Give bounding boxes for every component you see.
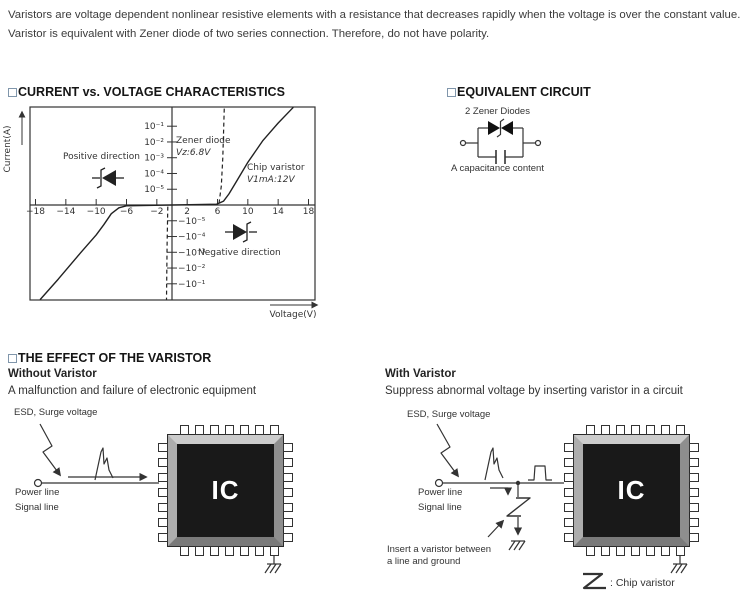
ic-pin [283,518,293,527]
ic-pin [255,546,264,556]
ic-pin [283,473,293,482]
y-tick-label: 10⁻⁴ [144,169,164,180]
chip-varistor-label: Chip varistor [247,163,305,173]
ic-pin [180,546,189,556]
zener-diode-label: Zener diode [176,136,231,146]
ic-pin [586,546,595,556]
ic-pin [195,546,204,556]
ic-pin [180,425,189,435]
x-tick-label: −14 [56,207,76,217]
ic-pin [240,425,249,435]
line-terminal-icon [35,480,42,487]
surge-waveform-icon [95,448,113,480]
section-header-equivalent-circuit [447,85,591,99]
x-tick-label: −2 [150,207,164,217]
ic-pin [210,546,219,556]
ic-pin [158,473,168,482]
y-tick-label: 10⁻⁵ [144,185,164,196]
esd-surge-label-left: ESD, Surge voltage [14,407,98,418]
ic-pin [158,533,168,542]
section-marker-icon [8,354,17,363]
ic-pin [676,546,685,556]
ic-pin [689,503,699,512]
ic-pin [283,443,293,452]
ic-pin [270,425,279,435]
y-tick-label: 10⁻² [144,137,164,148]
surge-waveform-icon [485,448,503,480]
ic-pin [661,425,670,435]
ic-pin [689,488,699,497]
ic-pin [676,425,685,435]
zener-diode-positive-icon [92,168,124,188]
ic-pin [689,473,699,482]
ic-pin [564,443,574,452]
ic-pin [689,518,699,527]
curve-dashed [219,107,224,203]
capacitor-icon [496,150,505,164]
ic-pin [564,503,574,512]
ic-pin [564,533,574,542]
ground-icon [265,556,281,573]
back-to-back-zener-diodes-icon [488,119,513,137]
left-terminal-icon [461,141,466,146]
ic-pin [661,546,670,556]
section-title: EQUIVALENT CIRCUIT [457,85,591,99]
section-marker-icon [8,88,17,97]
ic-pin [283,503,293,512]
right-terminal-icon [536,141,541,146]
y-tick-label: −10⁻² [178,264,206,275]
negative-direction-label: Negative direction [198,248,281,258]
x-axis-label: Voltage(V) [269,310,317,320]
equivalent-circuit-bottom-label: A capacitance content [451,163,544,174]
ic-pin [195,425,204,435]
ic-chip-with-varistor [564,425,699,556]
varistor-note-line1: Insert a varistor between [387,544,492,555]
ic-pin [616,546,625,556]
ic-pin [616,425,625,435]
surge-path-arrow [490,488,508,494]
ic-pin [283,458,293,467]
x-tick-label: −10 [86,207,106,217]
ic-pin [158,488,168,497]
zener-diode-negative-icon [225,222,257,242]
ic-label: IC [211,475,240,505]
line-terminal-icon [436,480,443,487]
iv-characteristics-chart [0,100,340,335]
positive-direction-label: Positive direction [63,152,140,162]
junction-dot [516,481,520,485]
ic-pin [631,425,640,435]
y-tick-label: −10⁻⁴ [178,232,206,243]
ic-pin [210,425,219,435]
y-tick-label: −10⁻³ [178,248,206,259]
y-tick-label: 10⁻¹ [144,122,164,133]
without-varistor-description: A malfunction and failure of electronic equipment [8,385,257,397]
ic-pin [158,503,168,512]
x-tick-label: 14 [272,207,284,217]
signal-line-label-right: Signal line [418,502,462,513]
ic-pin [270,546,279,556]
section-header-effect [8,351,211,365]
varistor-symbol-icon [507,498,530,516]
ic-pin [564,458,574,467]
power-line-label-right: Power line [418,487,463,498]
x-tick-label: 2 [184,207,191,217]
intro-paragraph-1: Varistors are voltage dependent nonlinear resistive elements with a resistance that decreases rapidly when the voltage is over the constant value. [8,9,741,21]
without-varistor-heading: Without Varistor [8,368,97,380]
ic-pin [158,458,168,467]
chip-varistor-legend-label: : Chip varistor [610,577,675,589]
x-tick-label: 10 [242,207,254,217]
ic-chip-without-varistor [158,425,293,556]
clipped-waveform-icon [528,466,552,480]
ic-body [574,435,689,546]
ic-pin [646,425,655,435]
equivalent-circuit-top-label: 2 Zener Diodes [465,106,530,117]
intro-text [8,6,750,44]
ic-pin [564,518,574,527]
ic-pin [601,546,610,556]
ic-pin [240,546,249,556]
chip-varistor-legend-icon [583,574,606,588]
ic-pin [564,473,574,482]
y-tick-label: −10⁻¹ [178,279,206,290]
ic-pin [689,443,699,452]
ic-pin [158,518,168,527]
y-tick-label: −10⁻⁵ [178,216,206,227]
power-line-label-left: Power line [15,487,60,498]
with-varistor-heading: With Varistor [385,368,456,380]
x-tick-label: −18 [26,207,46,217]
y-tick-label: 10⁻³ [144,153,164,164]
chart-generated-content [26,107,314,299]
ic-pin [564,488,574,497]
section-title: THE EFFECT OF THE VARISTOR [18,351,212,365]
ic-pin [601,425,610,435]
ic-pin [225,425,234,435]
intro-paragraph-2: Varistor is equivalent with Zener diode of two series connection. Therefore, do not have polarity. [8,28,490,40]
signal-line-label-left: Signal line [15,502,59,513]
lightning-bolt-icon [437,424,458,476]
esd-surge-label-right: ESD, Surge voltage [407,409,491,420]
section-marker-icon [447,88,456,97]
varistor-voltage-label: V1mA:12V [247,175,295,185]
x-tick-label: 18 [302,207,315,217]
ic-pin [646,546,655,556]
ic-pin [225,546,234,556]
note-pointer-arrow [488,521,503,537]
section-header-iv-characteristics [8,85,285,99]
ic-body [168,435,283,546]
x-tick-label: −6 [119,207,134,217]
ic-pin [283,533,293,542]
ic-pin [689,533,699,542]
ic-ground-icon [671,556,687,573]
ground-icon [509,541,525,550]
lightning-bolt-icon [40,424,60,475]
ic-pin [283,488,293,497]
y-axis-label: Current(A) [3,125,13,173]
ic-pin [689,458,699,467]
ic-pin [586,425,595,435]
ic-label: IC [617,475,646,505]
zener-voltage-label: Vz:6.8V [176,148,211,158]
equivalent-circuit-diagram [440,100,560,185]
varistor-note-line2: a line and ground [387,556,461,567]
with-varistor-description: Suppress abnormal voltage by inserting varistor in a circuit [385,385,683,397]
section-title: CURRENT vs. VOLTAGE CHARACTERISTICS [18,85,285,99]
ic-pin [631,546,640,556]
ic-pin [158,443,168,452]
ic-pin [255,425,264,435]
x-tick-label: 6 [214,207,221,217]
